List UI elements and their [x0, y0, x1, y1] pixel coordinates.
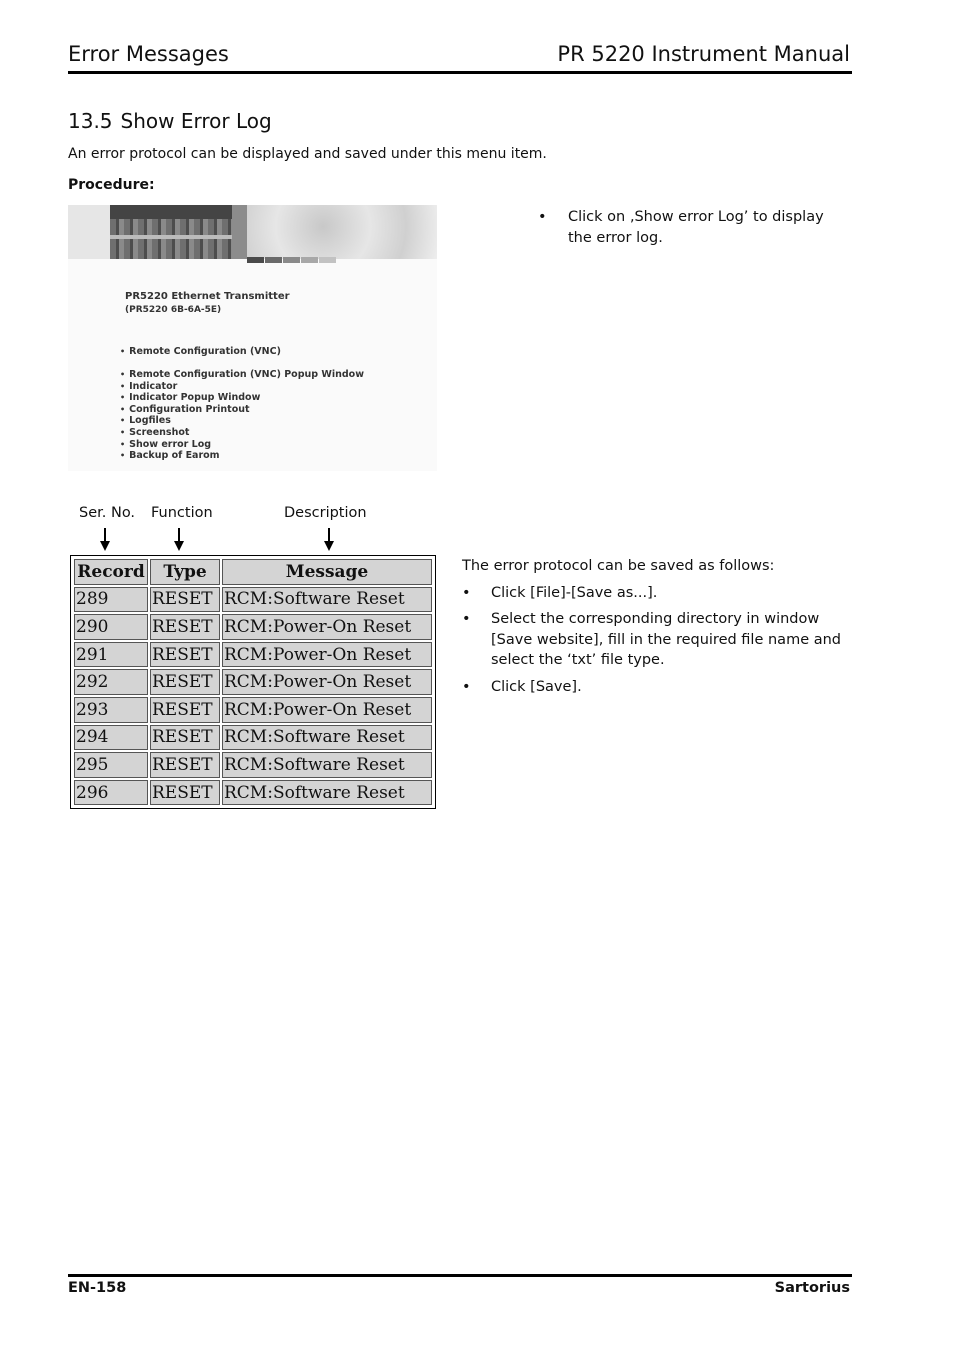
- menu-link[interactable]: • Configuration Printout: [120, 403, 250, 415]
- cell-message: RCM:Power-On Reset: [222, 614, 432, 640]
- screenshot-menu-group-2: [120, 369, 364, 462]
- menu-link[interactable]: • Indicator: [120, 380, 178, 392]
- cell-type: RESET: [150, 725, 220, 751]
- arrow-down-icon: [328, 528, 330, 542]
- cell-message: RCM:Power-On Reset: [222, 669, 432, 695]
- cell-type: RESET: [150, 642, 220, 668]
- cell-record: 294: [74, 725, 148, 751]
- column-header-type: Type: [150, 559, 220, 585]
- step-show-error-log: • Click on ‚Show error Log’ to display the error log.: [538, 209, 824, 246]
- cell-message: RCM:Power-On Reset: [222, 642, 432, 668]
- bullet-icon: •: [462, 611, 471, 627]
- table-row: [74, 725, 432, 751]
- bullet-icon: •: [462, 678, 471, 695]
- cell-message: RCM:Software Reset: [222, 752, 432, 778]
- arrow-down-icon: [174, 541, 184, 551]
- cell-type: RESET: [150, 780, 220, 806]
- procedure-label: Procedure:: [68, 177, 155, 193]
- cell-record: 290: [74, 614, 148, 640]
- cell-type: RESET: [150, 614, 220, 640]
- cell-record: 289: [74, 587, 148, 613]
- list-item: • Click [File]-[Save as...].: [462, 583, 852, 604]
- cell-message: RCM:Software Reset: [222, 780, 432, 806]
- bullet-icon: •: [462, 584, 471, 601]
- annotation-description: Description: [284, 505, 367, 521]
- web-interface-screenshot: [68, 205, 437, 471]
- banner-divider: [232, 205, 247, 259]
- table-row: [74, 697, 432, 723]
- cell-record: 292: [74, 669, 148, 695]
- cell-message: RCM:Power-On Reset: [222, 697, 432, 723]
- table-row: [74, 669, 432, 695]
- section-title: [68, 109, 272, 133]
- menu-link[interactable]: • Screenshot: [120, 426, 190, 438]
- header-rule: [68, 71, 852, 74]
- table-row: [74, 780, 432, 806]
- cell-record: 291: [74, 642, 148, 668]
- arrow-down-icon: [100, 541, 110, 551]
- menu-link[interactable]: • Remote Configuration (VNC) Popup Window: [120, 369, 364, 380]
- arrow-down-icon: [324, 541, 334, 551]
- cell-type: RESET: [150, 752, 220, 778]
- screenshot-device-title: PR5220 Ethernet Transmitter: [125, 291, 290, 302]
- page-number: EN-158: [68, 1280, 127, 1296]
- section-intro: An error protocol can be displayed and saved under this menu item.: [68, 146, 547, 162]
- section-title-text: Show Error Log: [120, 109, 272, 133]
- annotation-ser-no: Ser. No.: [79, 505, 136, 521]
- menu-link[interactable]: • Indicator Popup Window: [120, 392, 261, 404]
- cell-record: 296: [74, 780, 148, 806]
- cell-type: RESET: [150, 697, 220, 723]
- save-steps-list: [462, 583, 852, 698]
- banner-color-strip: [247, 248, 337, 254]
- cell-record: 295: [74, 752, 148, 778]
- menu-link-show-error-log[interactable]: • Show error Log: [120, 438, 212, 450]
- banner-building-roof: [110, 205, 232, 219]
- menu-link[interactable]: • Remote Configuration (VNC): [120, 346, 281, 357]
- header-chapter: Error Messages: [68, 42, 229, 66]
- list-item: • Click [Save].: [462, 677, 852, 698]
- column-header-record: Record: [74, 559, 148, 585]
- save-procedure: [462, 556, 852, 703]
- screenshot-menu-group-1: [120, 346, 281, 358]
- table-header-row: [74, 559, 432, 585]
- menu-link[interactable]: • Backup of Earom: [120, 450, 220, 462]
- table-row: [74, 642, 432, 668]
- annotation-function: Function: [151, 505, 213, 521]
- header-manual-title: PR 5220 Instrument Manual: [557, 42, 850, 66]
- table-row: [74, 614, 432, 640]
- banner-building-floor: [110, 235, 232, 239]
- banner-left-panel: [68, 205, 110, 259]
- column-header-message: Message: [222, 559, 432, 585]
- cell-message: RCM:Software Reset: [222, 725, 432, 751]
- save-procedure-lead: The error protocol can be saved as follows:: [462, 558, 775, 574]
- list-item: • Select the corresponding directory in window [Save website], fill in the required file name and select the ‘txt’ file type.: [462, 611, 842, 668]
- menu-link[interactable]: • Logfiles: [120, 415, 171, 427]
- cell-type: RESET: [150, 587, 220, 613]
- section-number: 13.5: [68, 109, 113, 133]
- screenshot-banner: [68, 205, 437, 259]
- bullet-icon: •: [538, 209, 547, 225]
- cell-type: RESET: [150, 669, 220, 695]
- screenshot-device-id: (PR5220 6B-6A-5E): [125, 305, 222, 315]
- arrow-down-icon: [178, 528, 180, 542]
- arrow-down-icon: [104, 528, 106, 542]
- footer-brand: Sartorius: [774, 1280, 850, 1296]
- cell-message: RCM:Software Reset: [222, 587, 432, 613]
- footer-rule: [68, 1274, 852, 1277]
- table-row: [74, 587, 432, 613]
- table-row: [74, 752, 432, 778]
- cell-record: 293: [74, 697, 148, 723]
- error-log-table: [70, 555, 436, 809]
